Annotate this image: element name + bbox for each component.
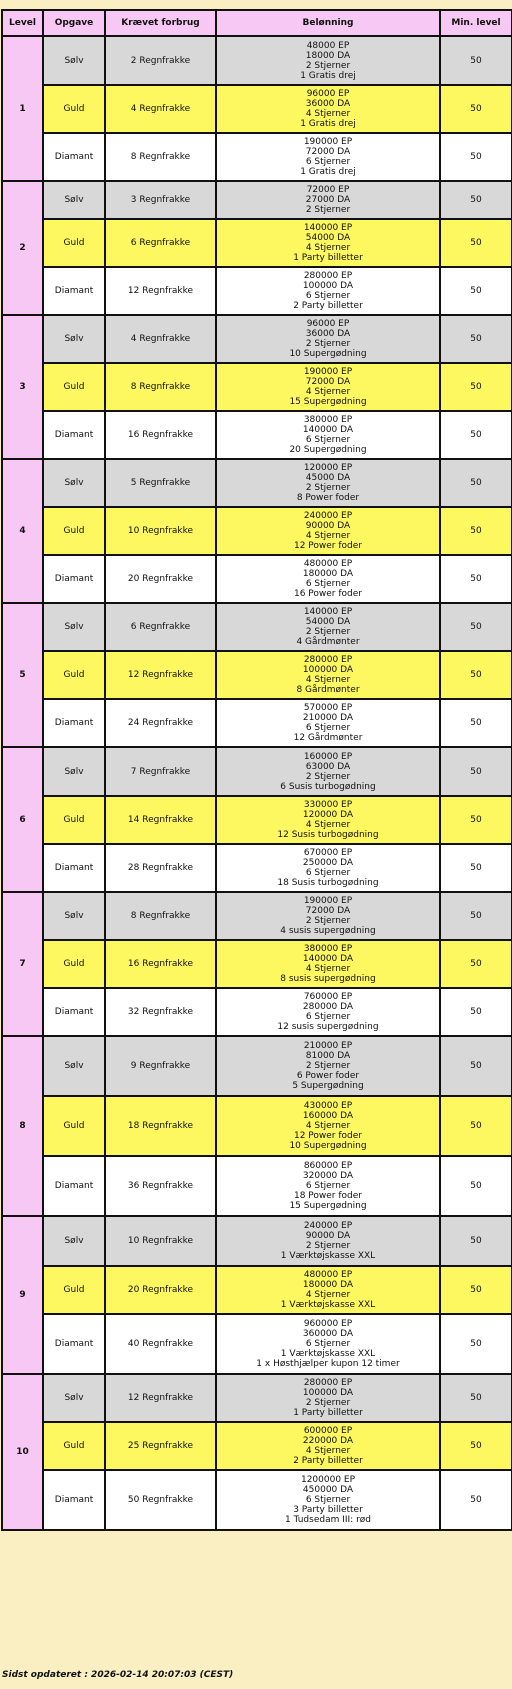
task-cell: Diamant (43, 844, 105, 892)
required-cell: 2 Regnfrakke (105, 36, 216, 85)
task-cell: Diamant (43, 1470, 105, 1530)
task-cell: Sølv (43, 1374, 105, 1422)
reward-line: 280000 EP (303, 655, 353, 665)
reward-line: 210000 DA (302, 713, 354, 723)
required-cell: 4 Regnfrakke (105, 315, 216, 363)
reward-line: 6 Stjerner (305, 579, 351, 589)
reward-line: 670000 EP (303, 848, 353, 858)
table-row (2, 1156, 512, 1216)
reward-cell (216, 411, 440, 459)
min-level-cell: 50 (440, 507, 512, 555)
table-row (2, 267, 512, 315)
min-level-cell: 50 (440, 315, 512, 363)
task-cell: Sølv (43, 892, 105, 940)
table-row (2, 988, 512, 1036)
min-level-cell: 50 (440, 267, 512, 315)
min-level-cell: 50 (440, 1470, 512, 1530)
required-cell: 6 Regnfrakke (105, 219, 216, 267)
required-cell: 32 Regnfrakke (105, 988, 216, 1036)
reward-line: 4 Stjerner (305, 820, 351, 830)
header-min-level: Min. level (440, 10, 512, 36)
min-level-cell: 50 (440, 459, 512, 507)
required-cell: 14 Regnfrakke (105, 796, 216, 844)
reward-line: 54000 DA (305, 617, 351, 627)
reward-line: 6 Susis turbogødning (280, 781, 376, 792)
reward-cell (216, 1422, 440, 1470)
reward-line: 6 Stjerner (305, 1495, 351, 1505)
reward-line: 10 Supergødning (289, 349, 367, 359)
min-level-cell: 50 (440, 1036, 512, 1096)
reward-line: 1 Party billetter (293, 253, 363, 263)
reward-line: 72000 DA (305, 147, 351, 157)
reward-line: 12 Susis turbogødning (277, 830, 379, 840)
reward-line: 16 Power foder (293, 589, 362, 599)
level-cell: 2 (2, 181, 43, 315)
reward-line: 190000 EP (303, 896, 353, 906)
level-cell: 4 (2, 459, 43, 603)
reward-cell (216, 1036, 440, 1096)
reward-line: 45000 DA (305, 473, 351, 483)
reward-line: 12 Power foder (293, 1131, 362, 1141)
reward-line: 2 Party billetter (293, 301, 363, 311)
reward-line: 140000 DA (302, 954, 354, 964)
level-cell: 9 (2, 1216, 43, 1374)
table-row (2, 85, 512, 133)
table-row (2, 651, 512, 699)
reward-line: 2 Stjerner (305, 60, 351, 71)
reward-line: 320000 DA (302, 1171, 354, 1181)
reward-line: 140000 DA (302, 425, 354, 435)
reward-line: 180000 DA (302, 1280, 354, 1290)
reward-line: 72000 EP (306, 185, 350, 195)
reward-line: 1 Værktøjskasse XXL (280, 1251, 376, 1261)
reward-cell (216, 315, 440, 363)
reward-line: 81000 DA (305, 1051, 351, 1061)
reward-line: 6 Stjerner (305, 157, 351, 167)
required-cell: 3 Regnfrakke (105, 181, 216, 219)
reward-line: 760000 EP (303, 992, 353, 1002)
task-cell: Diamant (43, 133, 105, 181)
reward-line: 2 Stjerner (305, 483, 351, 493)
reward-line: 240000 EP (303, 511, 353, 521)
reward-line: 63000 DA (305, 761, 351, 772)
table-row (2, 940, 512, 988)
reward-line: 1 x Høsthjælper kupon 12 timer (256, 1359, 400, 1369)
required-cell: 12 Regnfrakke (105, 651, 216, 699)
reward-line: 8 Power foder (296, 493, 360, 503)
table-row (2, 363, 512, 411)
table-row (2, 844, 512, 892)
reward-cell (216, 747, 440, 796)
reward-line: 3 Party billetter (293, 1505, 363, 1515)
reward-line: 54000 DA (305, 233, 351, 243)
required-cell: 25 Regnfrakke (105, 1422, 216, 1470)
task-cell: Sølv (43, 181, 105, 219)
min-level-cell: 50 (440, 1422, 512, 1470)
reward-cell (216, 1314, 440, 1374)
task-cell: Guld (43, 1422, 105, 1470)
table-row (2, 411, 512, 459)
reward-line: 280000 EP (303, 271, 353, 281)
last-updated-text: Sidst opdateret : 2026-02-14 20:07:03 (CEST) (2, 1670, 234, 1680)
task-cell: Sølv (43, 36, 105, 85)
reward-cell (216, 844, 440, 892)
required-cell: 6 Regnfrakke (105, 603, 216, 651)
reward-line: 2 Stjerner (305, 1061, 351, 1071)
table-row (2, 459, 512, 507)
task-cell: Guld (43, 940, 105, 988)
reward-line: 430000 EP (303, 1101, 353, 1111)
reward-cell (216, 603, 440, 651)
required-cell: 5 Regnfrakke (105, 459, 216, 507)
required-cell: 10 Regnfrakke (105, 1216, 216, 1266)
reward-line: 72000 DA (305, 906, 351, 916)
table-header-row (2, 10, 512, 36)
table-row (2, 747, 512, 796)
reward-line: 4 Stjerner (305, 387, 351, 397)
reward-line: 6 Stjerner (305, 1012, 351, 1022)
reward-line: 6 Power foder (296, 1071, 360, 1081)
table-row (2, 1470, 512, 1530)
reward-line: 18 Power foder (293, 1191, 362, 1201)
reward-cell (216, 363, 440, 411)
min-level-cell: 50 (440, 219, 512, 267)
reward-cell (216, 1374, 440, 1422)
reward-line: 480000 EP (303, 559, 353, 569)
reward-cell (216, 940, 440, 988)
task-cell: Sølv (43, 747, 105, 796)
min-level-cell: 50 (440, 1314, 512, 1374)
reward-line: 6 Stjerner (305, 868, 351, 878)
reward-cell (216, 36, 440, 85)
task-cell: Guld (43, 85, 105, 133)
reward-cell (216, 1156, 440, 1216)
reward-line: 4 Stjerner (305, 109, 351, 119)
reward-line: 240000 EP (303, 1221, 353, 1231)
required-cell: 4 Regnfrakke (105, 85, 216, 133)
rewards-table (1, 9, 512, 1531)
min-level-cell: 50 (440, 1216, 512, 1266)
reward-line: 2 Stjerner (305, 1241, 351, 1251)
table-row (2, 133, 512, 181)
required-cell: 20 Regnfrakke (105, 555, 216, 603)
reward-line: 570000 EP (303, 703, 353, 713)
min-level-cell: 50 (440, 1156, 512, 1216)
reward-line: 18 Susis turbogødning (277, 878, 379, 888)
reward-line: 2 Stjerner (305, 627, 351, 637)
reward-line: 100000 DA (302, 1388, 354, 1398)
task-cell: Diamant (43, 988, 105, 1036)
table-row (2, 36, 512, 85)
level-cell: 8 (2, 1036, 43, 1216)
task-cell: Guld (43, 1096, 105, 1156)
reward-line: 860000 EP (303, 1161, 353, 1171)
reward-line: 90000 DA (305, 521, 351, 531)
required-cell: 18 Regnfrakke (105, 1096, 216, 1156)
reward-line: 100000 DA (302, 281, 354, 291)
required-cell: 7 Regnfrakke (105, 747, 216, 796)
reward-line: 4 Stjerner (305, 1446, 351, 1456)
table-row (2, 699, 512, 747)
reward-line: 15 Supergødning (289, 1201, 367, 1211)
reward-line: 600000 EP (303, 1426, 353, 1436)
reward-line: 4 Stjerner (305, 243, 351, 253)
reward-line: 160000 EP (303, 751, 353, 762)
reward-cell (216, 507, 440, 555)
reward-line: 36000 DA (305, 99, 351, 109)
reward-line: 100000 DA (302, 665, 354, 675)
table-row (2, 1036, 512, 1096)
required-cell: 10 Regnfrakke (105, 507, 216, 555)
min-level-cell: 50 (440, 940, 512, 988)
reward-line: 5 Supergødning (292, 1081, 364, 1091)
min-level-cell: 50 (440, 892, 512, 940)
min-level-cell: 50 (440, 133, 512, 181)
reward-line: 8 susis supergødning (280, 974, 376, 984)
required-cell: 24 Regnfrakke (105, 699, 216, 747)
reward-line: 140000 EP (303, 607, 353, 617)
required-cell: 28 Regnfrakke (105, 844, 216, 892)
reward-cell (216, 988, 440, 1036)
reward-line: 72000 DA (305, 377, 351, 387)
min-level-cell: 50 (440, 181, 512, 219)
level-cell: 1 (2, 36, 43, 181)
reward-line: 380000 EP (303, 415, 353, 425)
reward-line: 1 Tudsedam III: rød (285, 1515, 371, 1525)
reward-line: 160000 DA (302, 1111, 354, 1121)
reward-line: 4 Stjerner (305, 964, 351, 974)
reward-line: 4 Stjerner (305, 1290, 351, 1300)
min-level-cell: 50 (440, 363, 512, 411)
table-row (2, 1096, 512, 1156)
reward-cell (216, 181, 440, 219)
reward-line: 10 Supergødning (289, 1141, 367, 1151)
task-cell: Diamant (43, 411, 105, 459)
required-cell: 12 Regnfrakke (105, 267, 216, 315)
task-cell: Sølv (43, 603, 105, 651)
level-cell: 10 (2, 1374, 43, 1530)
table-row (2, 892, 512, 940)
min-level-cell: 50 (440, 796, 512, 844)
reward-cell (216, 1096, 440, 1156)
reward-line: 4 Gårdmønter (296, 637, 360, 647)
task-cell: Diamant (43, 1156, 105, 1216)
table-row (2, 555, 512, 603)
table-row (2, 181, 512, 219)
required-cell: 16 Regnfrakke (105, 940, 216, 988)
reward-line: 960000 EP (303, 1319, 353, 1329)
min-level-cell: 50 (440, 651, 512, 699)
reward-line: 2 Party billetter (293, 1456, 363, 1466)
reward-line: 180000 DA (302, 569, 354, 579)
table-row (2, 796, 512, 844)
reward-line: 1 Gratis drej (300, 167, 356, 177)
min-level-cell: 50 (440, 988, 512, 1036)
reward-line: 2 Stjerner (305, 205, 351, 215)
reward-line: 1200000 EP (300, 1475, 356, 1485)
min-level-cell: 50 (440, 699, 512, 747)
min-level-cell: 50 (440, 747, 512, 796)
reward-cell (216, 219, 440, 267)
task-cell: Sølv (43, 315, 105, 363)
min-level-cell: 50 (440, 36, 512, 85)
header-level: Level (2, 10, 43, 36)
reward-cell (216, 555, 440, 603)
reward-line: 90000 DA (305, 1231, 351, 1241)
required-cell: 16 Regnfrakke (105, 411, 216, 459)
reward-line: 18000 DA (305, 50, 351, 61)
reward-line: 2 Stjerner (305, 916, 351, 926)
table-row (2, 315, 512, 363)
reward-line: 120000 EP (303, 463, 353, 473)
reward-line: 380000 EP (303, 944, 353, 954)
reward-line: 12 susis supergødning (277, 1022, 379, 1032)
task-cell: Diamant (43, 1314, 105, 1374)
required-cell: 36 Regnfrakke (105, 1156, 216, 1216)
required-cell: 20 Regnfrakke (105, 1266, 216, 1314)
min-level-cell: 50 (440, 1266, 512, 1314)
required-cell: 9 Regnfrakke (105, 1036, 216, 1096)
reward-cell (216, 1266, 440, 1314)
reward-line: 120000 DA (302, 810, 354, 820)
table-row (2, 1266, 512, 1314)
reward-line: 4 Stjerner (305, 1121, 351, 1131)
required-cell: 12 Regnfrakke (105, 1374, 216, 1422)
min-level-cell: 50 (440, 1374, 512, 1422)
reward-line: 12 Power foder (293, 541, 362, 551)
table-row (2, 219, 512, 267)
reward-line: 20 Supergødning (289, 445, 367, 455)
reward-line: 96000 EP (306, 89, 350, 99)
reward-line: 450000 DA (302, 1485, 354, 1495)
table-row (2, 1216, 512, 1266)
level-cell: 6 (2, 747, 43, 892)
reward-line: 6 Stjerner (305, 723, 351, 733)
reward-line: 190000 EP (303, 367, 353, 377)
reward-line: 27000 DA (305, 195, 351, 205)
task-cell: Guld (43, 651, 105, 699)
required-cell: 8 Regnfrakke (105, 892, 216, 940)
table-row (2, 507, 512, 555)
reward-line: 2 Stjerner (305, 1398, 351, 1408)
task-cell: Diamant (43, 555, 105, 603)
reward-line: 330000 EP (303, 800, 353, 810)
task-cell: Guld (43, 1266, 105, 1314)
reward-cell (216, 1470, 440, 1530)
reward-line: 36000 DA (305, 329, 351, 339)
reward-cell (216, 651, 440, 699)
level-cell: 3 (2, 315, 43, 459)
reward-line: 140000 EP (303, 223, 353, 233)
task-cell: Diamant (43, 699, 105, 747)
min-level-cell: 50 (440, 844, 512, 892)
reward-line: 190000 EP (303, 137, 353, 147)
reward-line: 6 Stjerner (305, 435, 351, 445)
reward-line: 480000 EP (303, 1270, 353, 1280)
header-task: Opgave (43, 10, 105, 36)
task-cell: Sølv (43, 1216, 105, 1266)
reward-line: 4 Stjerner (305, 675, 351, 685)
min-level-cell: 50 (440, 411, 512, 459)
reward-line: 96000 EP (306, 319, 350, 329)
reward-line: 4 Stjerner (305, 531, 351, 541)
reward-line: 1 Værktøjskasse XXL (280, 1349, 376, 1359)
reward-line: 4 susis supergødning (280, 926, 376, 936)
reward-line: 1 Party billetter (293, 1408, 363, 1418)
header-required: Krævet forbrug (105, 10, 216, 36)
required-cell: 8 Regnfrakke (105, 133, 216, 181)
reward-line: 2 Stjerner (305, 339, 351, 349)
min-level-cell: 50 (440, 85, 512, 133)
reward-line: 6 Stjerner (305, 1181, 351, 1191)
min-level-cell: 50 (440, 603, 512, 651)
reward-cell (216, 459, 440, 507)
task-cell: Diamant (43, 267, 105, 315)
reward-cell (216, 699, 440, 747)
required-cell: 50 Regnfrakke (105, 1470, 216, 1530)
reward-line: 280000 EP (303, 1378, 353, 1388)
task-cell: Guld (43, 219, 105, 267)
reward-line: 1 Gratis drej (300, 70, 356, 81)
header-reward: Belønning (216, 10, 440, 36)
task-cell: Guld (43, 507, 105, 555)
table-row (2, 603, 512, 651)
reward-line: 220000 DA (302, 1436, 354, 1446)
level-cell: 7 (2, 892, 43, 1036)
reward-line: 1 Værktøjskasse XXL (280, 1300, 376, 1310)
level-cell: 5 (2, 603, 43, 747)
reward-cell (216, 267, 440, 315)
table-row (2, 1314, 512, 1374)
reward-cell (216, 1216, 440, 1266)
min-level-cell: 50 (440, 555, 512, 603)
required-cell: 8 Regnfrakke (105, 363, 216, 411)
reward-line: 360000 DA (302, 1329, 354, 1339)
table-row (2, 1422, 512, 1470)
reward-line: 280000 DA (302, 1002, 354, 1012)
table-body (2, 36, 512, 1530)
reward-line: 210000 EP (303, 1041, 353, 1051)
reward-line: 6 Stjerner (305, 1339, 351, 1349)
reward-cell (216, 133, 440, 181)
reward-line: 2 Stjerner (305, 771, 351, 782)
reward-line: 1 Gratis drej (300, 119, 356, 129)
task-cell: Sølv (43, 1036, 105, 1096)
task-cell: Sølv (43, 459, 105, 507)
required-cell: 40 Regnfrakke (105, 1314, 216, 1374)
reward-line: 250000 DA (302, 858, 354, 868)
task-cell: Guld (43, 796, 105, 844)
reward-cell (216, 85, 440, 133)
table-row (2, 1374, 512, 1422)
reward-line: 48000 EP (306, 40, 350, 51)
reward-cell (216, 796, 440, 844)
task-cell: Guld (43, 363, 105, 411)
min-level-cell: 50 (440, 1096, 512, 1156)
reward-cell (216, 892, 440, 940)
reward-line: 6 Stjerner (305, 291, 351, 301)
reward-line: 8 Gårdmønter (296, 685, 360, 695)
reward-line: 15 Supergødning (289, 397, 367, 407)
reward-line: 12 Gårdmønter (293, 733, 363, 743)
